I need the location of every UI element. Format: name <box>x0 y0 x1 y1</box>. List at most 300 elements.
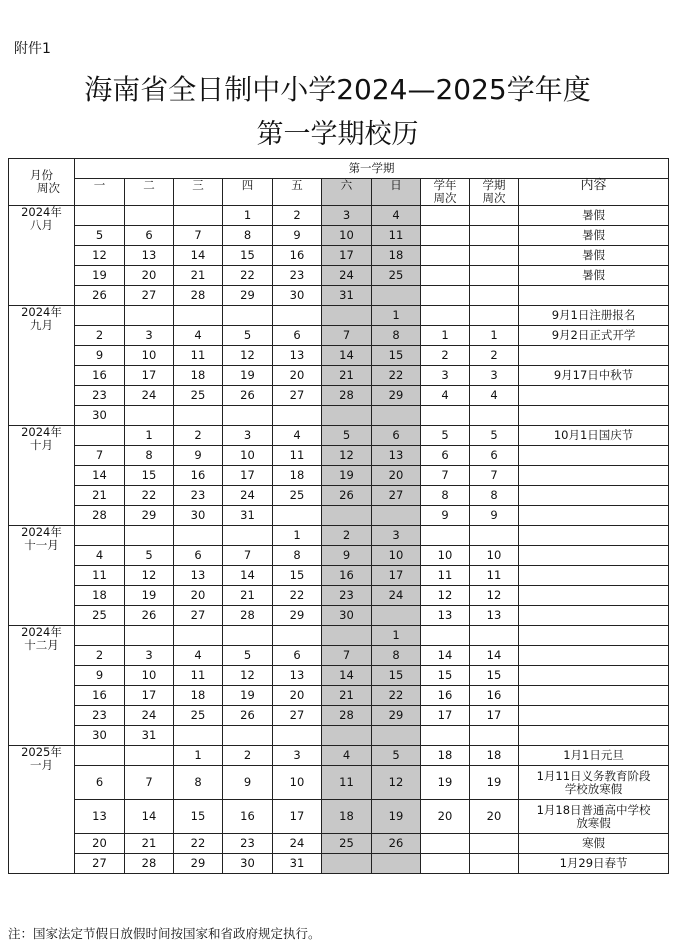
day-cell: 1 <box>174 746 223 766</box>
school-year-week-cell <box>421 266 470 286</box>
week-row <box>9 346 669 366</box>
event-content-cell <box>519 706 669 726</box>
day-cell <box>174 726 223 746</box>
month-year: 2024年 <box>21 425 62 439</box>
day-cell: 25 <box>174 386 223 406</box>
day-cell <box>75 306 125 326</box>
title-line2: 第一学期校历 <box>256 119 419 150</box>
event-content-cell <box>519 346 669 366</box>
day-cell: 24 <box>372 586 421 606</box>
day-cell: 4 <box>174 326 223 346</box>
day-cell: 19 <box>322 466 372 486</box>
week-row <box>9 306 669 326</box>
event-content-cell <box>519 626 669 646</box>
day-cell: 22 <box>273 586 322 606</box>
day-cell <box>223 406 273 426</box>
day-cell: 18 <box>75 586 125 606</box>
day-cell: 29 <box>372 386 421 406</box>
day-cell: 12 <box>125 566 174 586</box>
day-cell: 14 <box>322 346 372 366</box>
day-header-thu: 四 <box>223 179 273 206</box>
day-cell: 7 <box>174 226 223 246</box>
school-year-week-cell: 3 <box>421 366 470 386</box>
day-cell: 12 <box>75 246 125 266</box>
day-cell <box>322 854 372 874</box>
day-cell: 22 <box>125 486 174 506</box>
event-content-cell: 寒假 <box>519 834 669 854</box>
day-cell: 27 <box>75 854 125 874</box>
day-cell <box>75 746 125 766</box>
day-cell <box>174 406 223 426</box>
month-name: 十二月 <box>24 638 59 652</box>
day-cell: 17 <box>125 366 174 386</box>
day-cell: 22 <box>372 686 421 706</box>
day-cell: 15 <box>223 246 273 266</box>
day-cell <box>322 626 372 646</box>
month-year: 2024年 <box>21 305 62 319</box>
day-cell: 16 <box>75 686 125 706</box>
day-cell: 2 <box>75 326 125 346</box>
day-cell <box>273 406 322 426</box>
school-year-week-cell: 16 <box>421 686 470 706</box>
day-cell: 20 <box>273 686 322 706</box>
day-cell: 24 <box>223 486 273 506</box>
week-row <box>9 246 669 266</box>
school-year-week-cell: 1 <box>421 326 470 346</box>
week-row <box>9 406 669 426</box>
day-cell: 23 <box>75 706 125 726</box>
day-cell <box>75 206 125 226</box>
day-cell: 8 <box>273 546 322 566</box>
event-content-cell <box>519 526 669 546</box>
day-cell: 23 <box>223 834 273 854</box>
day-cell <box>372 286 421 306</box>
day-cell: 19 <box>125 586 174 606</box>
month-week-header <box>9 159 75 206</box>
day-cell: 26 <box>223 386 273 406</box>
day-cell: 12 <box>223 666 273 686</box>
day-cell: 20 <box>125 266 174 286</box>
semester-week-cell: 20 <box>470 800 519 834</box>
day-cell: 28 <box>223 606 273 626</box>
day-cell: 3 <box>125 326 174 346</box>
day-cell: 20 <box>75 834 125 854</box>
school-year-week-cell: 2 <box>421 346 470 366</box>
event-content-cell <box>519 386 669 406</box>
week-row <box>9 854 669 874</box>
school-year-week-cell <box>421 526 470 546</box>
semester-week-cell <box>470 626 519 646</box>
day-cell <box>125 526 174 546</box>
day-cell: 31 <box>322 286 372 306</box>
school-year-week-cell <box>421 726 470 746</box>
semester-week-cell: 12 <box>470 586 519 606</box>
week-row <box>9 606 669 626</box>
day-cell: 16 <box>273 246 322 266</box>
day-cell: 13 <box>273 666 322 686</box>
school-year-week-cell: 17 <box>421 706 470 726</box>
week-row <box>9 746 669 766</box>
event-content-cell <box>519 546 669 566</box>
week-row <box>9 666 669 686</box>
day-cell: 1 <box>223 206 273 226</box>
day-cell: 2 <box>174 426 223 446</box>
day-cell: 22 <box>223 266 273 286</box>
week-row <box>9 486 669 506</box>
semester-week-cell: 5 <box>470 426 519 446</box>
day-cell <box>273 306 322 326</box>
day-cell: 28 <box>125 854 174 874</box>
event-content-cell <box>519 726 669 746</box>
day-cell: 19 <box>223 686 273 706</box>
week-row <box>9 726 669 746</box>
school-calendar-table <box>8 158 669 874</box>
day-cell: 24 <box>273 834 322 854</box>
day-cell: 13 <box>372 446 421 466</box>
day-cell: 26 <box>75 286 125 306</box>
school-year-week-cell: 14 <box>421 646 470 666</box>
day-cell <box>125 406 174 426</box>
day-header-fri: 五 <box>273 179 322 206</box>
day-cell: 7 <box>125 766 174 800</box>
header-row-1 <box>9 159 669 179</box>
semester-week-cell: 16 <box>470 686 519 706</box>
day-cell <box>125 626 174 646</box>
school-year-week-cell: 10 <box>421 546 470 566</box>
school-year-week-cell: 15 <box>421 666 470 686</box>
day-cell: 20 <box>372 466 421 486</box>
day-cell <box>223 626 273 646</box>
day-header-sun: 日 <box>372 179 421 206</box>
school-year-week-cell: 13 <box>421 606 470 626</box>
day-cell: 22 <box>372 366 421 386</box>
event-content-cell: 1月1日元旦 <box>519 746 669 766</box>
day-cell: 5 <box>223 646 273 666</box>
event-content-cell <box>519 486 669 506</box>
week-row <box>9 706 669 726</box>
event-content-cell <box>519 606 669 626</box>
semester-week-cell <box>470 226 519 246</box>
day-cell: 26 <box>322 486 372 506</box>
calendar-body <box>9 206 669 874</box>
day-cell: 7 <box>322 646 372 666</box>
month-cell <box>9 206 75 306</box>
semester-week-cell: 13 <box>470 606 519 626</box>
day-cell <box>273 726 322 746</box>
day-cell: 14 <box>223 566 273 586</box>
day-cell <box>223 306 273 326</box>
day-cell: 2 <box>223 746 273 766</box>
day-cell <box>273 626 322 646</box>
event-content-cell: 1月18日普通高中学校 放寒假 <box>519 800 669 834</box>
day-cell: 5 <box>75 226 125 246</box>
day-cell: 7 <box>322 326 372 346</box>
day-cell: 1 <box>372 626 421 646</box>
semester-week-cell <box>470 266 519 286</box>
day-cell: 25 <box>322 834 372 854</box>
day-cell: 20 <box>174 586 223 606</box>
day-cell: 15 <box>273 566 322 586</box>
day-cell: 2 <box>273 206 322 226</box>
day-cell: 30 <box>75 726 125 746</box>
day-cell <box>372 606 421 626</box>
day-cell: 17 <box>372 566 421 586</box>
semester-week-cell: 18 <box>470 746 519 766</box>
day-cell: 17 <box>273 800 322 834</box>
semester-week-cell <box>470 726 519 746</box>
day-cell <box>223 726 273 746</box>
day-cell: 21 <box>125 834 174 854</box>
day-cell: 23 <box>75 386 125 406</box>
day-cell: 10 <box>273 766 322 800</box>
day-cell: 4 <box>273 426 322 446</box>
day-cell: 2 <box>322 526 372 546</box>
event-content-cell: 暑假 <box>519 246 669 266</box>
semester-week-cell: 14 <box>470 646 519 666</box>
day-cell <box>273 506 322 526</box>
day-cell: 1 <box>125 426 174 446</box>
day-cell: 19 <box>223 366 273 386</box>
day-cell: 6 <box>174 546 223 566</box>
day-cell: 19 <box>372 800 421 834</box>
content-header: 内容 <box>519 179 669 206</box>
semester-week-cell: 8 <box>470 486 519 506</box>
semester-week-cell: 19 <box>470 766 519 800</box>
day-cell: 10 <box>125 346 174 366</box>
day-cell: 14 <box>125 800 174 834</box>
day-cell: 14 <box>75 466 125 486</box>
day-cell: 9 <box>75 666 125 686</box>
day-cell: 8 <box>125 446 174 466</box>
attachment-label: 附件1 <box>14 41 51 57</box>
title-line1: 海南省全日制中小学2024—2025学年度 <box>84 73 591 106</box>
day-cell: 2 <box>75 646 125 666</box>
day-cell <box>174 206 223 226</box>
school-year-week-cell <box>421 286 470 306</box>
day-cell: 5 <box>322 426 372 446</box>
day-cell: 29 <box>174 854 223 874</box>
event-content-cell <box>519 646 669 666</box>
day-cell: 25 <box>75 606 125 626</box>
day-cell <box>75 526 125 546</box>
semester-week-cell: 3 <box>470 366 519 386</box>
school-year-week-cell: 7 <box>421 466 470 486</box>
day-cell <box>322 306 372 326</box>
school-year-week-cell: 11 <box>421 566 470 586</box>
day-cell: 3 <box>223 426 273 446</box>
event-content-cell <box>519 666 669 686</box>
day-header-wed: 三 <box>174 179 223 206</box>
day-cell: 11 <box>174 346 223 366</box>
day-header-sat: 六 <box>322 179 372 206</box>
day-cell: 25 <box>372 266 421 286</box>
month-label: 月份 <box>30 168 53 182</box>
day-cell: 28 <box>322 706 372 726</box>
semester-week-cell <box>470 834 519 854</box>
event-content-cell <box>519 686 669 706</box>
semester-week-cell <box>470 306 519 326</box>
day-cell: 28 <box>322 386 372 406</box>
semester-week-header: 学期 周次 <box>470 179 519 206</box>
day-cell: 15 <box>174 800 223 834</box>
semester-week-cell: 10 <box>470 546 519 566</box>
day-cell <box>223 526 273 546</box>
semester-week-cell <box>470 286 519 306</box>
event-content-cell: 9月1日注册报名 <box>519 306 669 326</box>
day-cell: 3 <box>322 206 372 226</box>
event-content-cell: 暑假 <box>519 266 669 286</box>
school-year-week-cell <box>421 206 470 226</box>
day-cell: 21 <box>174 266 223 286</box>
day-cell: 9 <box>273 226 322 246</box>
day-cell: 18 <box>174 366 223 386</box>
event-content-cell <box>519 506 669 526</box>
day-cell: 8 <box>174 766 223 800</box>
day-cell: 21 <box>322 366 372 386</box>
day-cell: 29 <box>273 606 322 626</box>
day-cell: 19 <box>75 266 125 286</box>
day-cell: 4 <box>75 546 125 566</box>
day-cell: 5 <box>372 746 421 766</box>
semester-week-cell <box>470 206 519 226</box>
day-cell <box>75 626 125 646</box>
day-cell: 13 <box>125 246 174 266</box>
day-cell: 31 <box>273 854 322 874</box>
day-cell: 26 <box>372 834 421 854</box>
event-content-cell <box>519 286 669 306</box>
day-cell: 29 <box>125 506 174 526</box>
day-cell: 14 <box>174 246 223 266</box>
day-cell: 13 <box>273 346 322 366</box>
semester-week-cell: 4 <box>470 386 519 406</box>
week-row <box>9 526 669 546</box>
day-cell: 25 <box>273 486 322 506</box>
event-content-cell: 9月17日中秋节 <box>519 366 669 386</box>
semester-week-cell: 9 <box>470 506 519 526</box>
day-cell: 12 <box>223 346 273 366</box>
semester-week-cell: 7 <box>470 466 519 486</box>
month-name: 一月 <box>30 758 53 772</box>
day-cell: 30 <box>75 406 125 426</box>
week-row <box>9 800 669 834</box>
event-content-cell: 暑假 <box>519 206 669 226</box>
school-year-week-cell <box>421 854 470 874</box>
day-cell: 29 <box>223 286 273 306</box>
day-cell: 1 <box>273 526 322 546</box>
day-cell <box>322 506 372 526</box>
day-cell: 6 <box>75 766 125 800</box>
day-cell <box>75 426 125 446</box>
week-row <box>9 446 669 466</box>
event-content-cell: 9月2日正式开学 <box>519 326 669 346</box>
day-cell: 18 <box>322 800 372 834</box>
event-content-cell: 1月29日春节 <box>519 854 669 874</box>
day-cell: 1 <box>372 306 421 326</box>
school-year-week-header: 学年 周次 <box>421 179 470 206</box>
day-cell: 25 <box>174 706 223 726</box>
school-year-week-cell <box>421 626 470 646</box>
week-row <box>9 466 669 486</box>
month-year: 2024年 <box>21 625 62 639</box>
semester-week-cell: 11 <box>470 566 519 586</box>
day-cell: 16 <box>223 800 273 834</box>
day-cell: 11 <box>322 766 372 800</box>
month-year: 2025年 <box>21 745 62 759</box>
semester-week-cell: 2 <box>470 346 519 366</box>
day-cell <box>372 406 421 426</box>
day-cell: 4 <box>174 646 223 666</box>
day-cell: 12 <box>372 766 421 800</box>
day-cell: 17 <box>125 686 174 706</box>
day-cell: 27 <box>372 486 421 506</box>
week-row <box>9 546 669 566</box>
day-cell: 10 <box>372 546 421 566</box>
day-cell: 30 <box>273 286 322 306</box>
day-cell <box>174 306 223 326</box>
month-cell <box>9 626 75 746</box>
school-year-week-cell: 9 <box>421 506 470 526</box>
week-row <box>9 366 669 386</box>
day-cell: 3 <box>125 646 174 666</box>
day-cell <box>125 206 174 226</box>
school-year-week-cell: 20 <box>421 800 470 834</box>
day-cell: 10 <box>322 226 372 246</box>
day-cell: 23 <box>174 486 223 506</box>
month-name: 九月 <box>30 318 53 332</box>
week-row <box>9 626 669 646</box>
month-name: 十一月 <box>24 538 59 552</box>
day-cell: 11 <box>174 666 223 686</box>
school-year-week-cell: 18 <box>421 746 470 766</box>
day-cell: 9 <box>75 346 125 366</box>
week-row <box>9 386 669 406</box>
week-row <box>9 646 669 666</box>
day-cell: 28 <box>174 286 223 306</box>
week-row <box>9 266 669 286</box>
semester-week-cell: 1 <box>470 326 519 346</box>
day-cell: 20 <box>273 366 322 386</box>
semester-week-cell <box>470 406 519 426</box>
week-row <box>9 586 669 606</box>
day-cell: 10 <box>223 446 273 466</box>
day-cell: 22 <box>174 834 223 854</box>
school-year-week-cell: 8 <box>421 486 470 506</box>
day-cell: 6 <box>273 326 322 346</box>
header-row-2 <box>9 179 669 206</box>
school-year-week-cell <box>421 226 470 246</box>
week-row <box>9 566 669 586</box>
day-cell: 3 <box>273 746 322 766</box>
day-cell: 23 <box>273 266 322 286</box>
week-row <box>9 686 669 706</box>
day-cell: 15 <box>372 346 421 366</box>
semester-week-cell: 6 <box>470 446 519 466</box>
day-cell: 7 <box>75 446 125 466</box>
event-content-cell <box>519 406 669 426</box>
day-cell: 27 <box>174 606 223 626</box>
day-cell: 12 <box>322 446 372 466</box>
semester-week-cell <box>470 526 519 546</box>
week-row <box>9 766 669 800</box>
day-cell <box>174 626 223 646</box>
event-content-cell <box>519 466 669 486</box>
day-cell: 13 <box>174 566 223 586</box>
day-cell <box>125 306 174 326</box>
day-cell: 29 <box>372 706 421 726</box>
day-cell: 21 <box>322 686 372 706</box>
school-year-week-cell <box>421 246 470 266</box>
week-row <box>9 426 669 446</box>
